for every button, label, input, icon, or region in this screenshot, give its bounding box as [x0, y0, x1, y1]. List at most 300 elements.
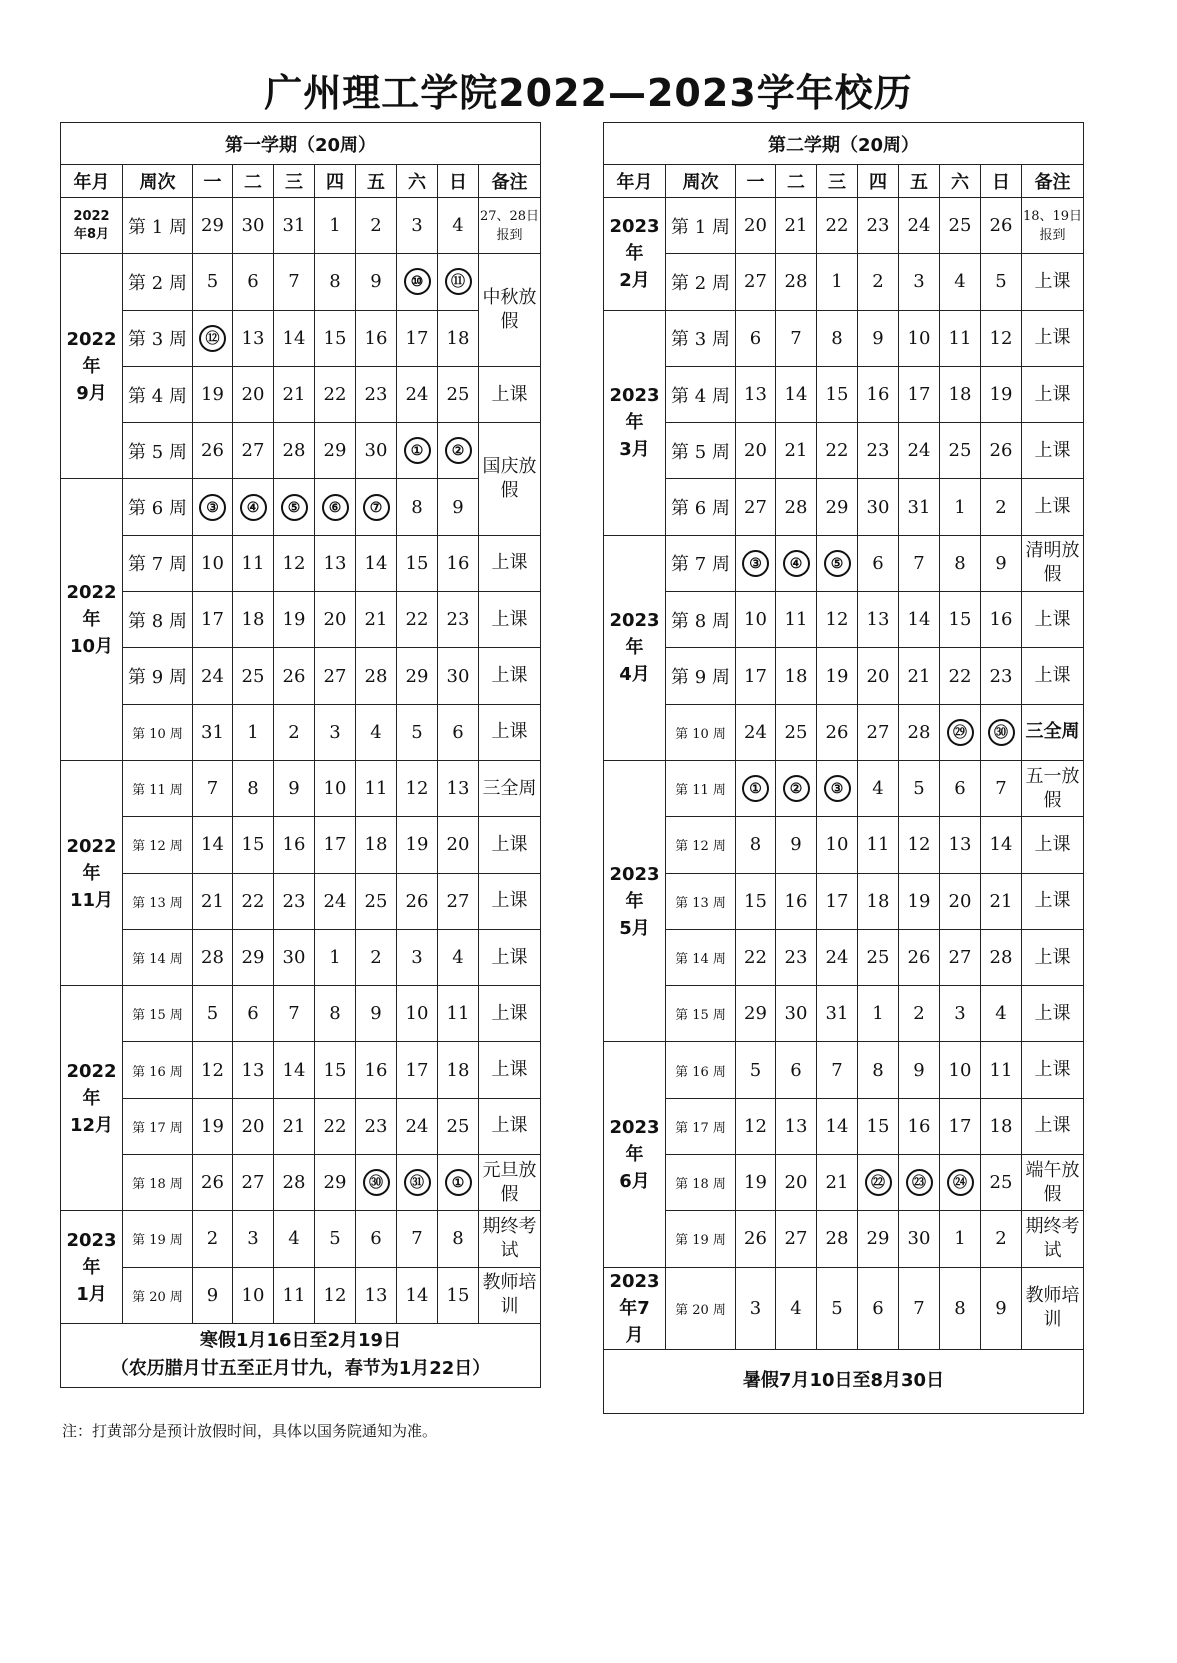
week-row — [61, 1155, 541, 1211]
holiday-marker: ㉓ — [906, 1169, 933, 1196]
week-row — [61, 592, 541, 648]
header-day-2: 二 — [233, 165, 274, 198]
week-label: 第 20 周 — [666, 1267, 736, 1349]
day-cell — [438, 1155, 479, 1211]
week-row — [61, 986, 541, 1042]
day-cell: 29 — [193, 198, 233, 254]
day-cell: 17 — [899, 366, 940, 422]
day-cell: 17 — [397, 1042, 438, 1098]
holiday-marker: ⑦ — [363, 494, 390, 521]
day-cell: 16 — [899, 1098, 940, 1154]
day-cell: 30 — [438, 648, 479, 704]
day-cell: 28 — [356, 648, 397, 704]
month-label: 2022 年 9月 — [61, 254, 123, 479]
day-cell: 7 — [274, 986, 315, 1042]
holiday-marker: ㉒ — [865, 1169, 892, 1196]
day-cell — [438, 423, 479, 479]
header-day-1: 一 — [193, 165, 233, 198]
header-day-5: 五 — [356, 165, 397, 198]
note-cell: 上课 — [1022, 479, 1084, 535]
day-cell: 26 — [981, 423, 1022, 479]
note-cell: 上课 — [1022, 873, 1084, 929]
day-cell: 6 — [858, 1267, 899, 1349]
note-cell: 27、28日报到 — [479, 198, 541, 254]
day-cell — [736, 535, 776, 591]
day-cell: 25 — [981, 1155, 1022, 1211]
day-cell: 15 — [858, 1098, 899, 1154]
day-cell: 24 — [315, 873, 356, 929]
day-cell: 27 — [233, 1155, 274, 1211]
day-cell: 27 — [736, 479, 776, 535]
day-cell: 18 — [438, 310, 479, 366]
month-label: 2022 年 10月 — [61, 479, 123, 760]
day-cell: 26 — [193, 423, 233, 479]
day-cell: 23 — [274, 873, 315, 929]
week-label: 第 12 周 — [666, 817, 736, 873]
semester-title-row — [61, 123, 541, 165]
day-cell — [940, 1155, 981, 1211]
month-label: 2022 年 11月 — [61, 760, 123, 985]
header-day-4: 四 — [315, 165, 356, 198]
vacation-info — [61, 1323, 541, 1387]
note-cell: 上课 — [1022, 929, 1084, 985]
day-cell: 8 — [940, 1267, 981, 1349]
header-month: 年月 — [604, 165, 666, 198]
day-cell: 18 — [940, 366, 981, 422]
day-cell: 7 — [776, 310, 817, 366]
day-cell: 4 — [858, 760, 899, 816]
day-cell — [736, 760, 776, 816]
day-cell: 26 — [981, 198, 1022, 254]
day-cell: 10 — [315, 760, 356, 816]
day-cell: 13 — [356, 1267, 397, 1323]
day-cell: 21 — [817, 1155, 858, 1211]
day-cell: 9 — [858, 310, 899, 366]
header-week: 周次 — [666, 165, 736, 198]
day-cell: 4 — [438, 929, 479, 985]
day-cell: 16 — [858, 366, 899, 422]
day-cell — [899, 1155, 940, 1211]
day-cell: 16 — [438, 535, 479, 591]
week-row — [61, 648, 541, 704]
header-day-3: 三 — [817, 165, 858, 198]
day-cell: 8 — [315, 254, 356, 310]
note-cell: 上课 — [1022, 1098, 1084, 1154]
day-cell: 28 — [274, 423, 315, 479]
note-cell: 三全周 — [1022, 704, 1084, 760]
day-cell: 16 — [776, 873, 817, 929]
day-cell: 8 — [438, 1211, 479, 1267]
holiday-marker: ③ — [199, 494, 226, 521]
day-cell: 17 — [193, 592, 233, 648]
day-cell: 11 — [981, 1042, 1022, 1098]
day-cell: 13 — [858, 592, 899, 648]
day-cell: 25 — [776, 704, 817, 760]
day-cell: 29 — [858, 1211, 899, 1267]
month-label: 2023 年 6月 — [604, 1042, 666, 1267]
day-cell — [817, 535, 858, 591]
day-cell: 20 — [438, 817, 479, 873]
day-cell: 15 — [233, 817, 274, 873]
day-cell: 2 — [356, 198, 397, 254]
day-cell: 25 — [940, 423, 981, 479]
day-cell — [274, 479, 315, 535]
day-cell: 6 — [438, 704, 479, 760]
day-cell: 31 — [899, 479, 940, 535]
day-cell: 14 — [274, 1042, 315, 1098]
day-cell: 2 — [193, 1211, 233, 1267]
day-cell: 23 — [776, 929, 817, 985]
day-cell: 31 — [193, 704, 233, 760]
week-label: 第 3 周 — [666, 310, 736, 366]
vacation-line: （农历腊月廿五至正月廿九，春节为1月22日） — [110, 1358, 491, 1380]
day-cell: 11 — [356, 760, 397, 816]
note-cell: 上课 — [479, 817, 541, 873]
week-row — [604, 592, 1084, 648]
day-cell: 20 — [315, 592, 356, 648]
week-label: 第 17 周 — [123, 1098, 193, 1154]
week-label: 第 5 周 — [666, 423, 736, 479]
day-cell: 10 — [397, 986, 438, 1042]
day-cell: 1 — [858, 986, 899, 1042]
note-cell: 清明放假 — [1022, 535, 1084, 591]
day-cell: 22 — [233, 873, 274, 929]
day-cell: 22 — [817, 423, 858, 479]
day-cell: 1 — [940, 1211, 981, 1267]
day-cell: 2 — [274, 704, 315, 760]
day-cell: 19 — [817, 648, 858, 704]
day-cell: 27 — [776, 1211, 817, 1267]
week-row — [61, 1211, 541, 1267]
day-cell: 19 — [193, 366, 233, 422]
day-cell: 18 — [356, 817, 397, 873]
week-row — [61, 310, 541, 366]
day-cell: 3 — [233, 1211, 274, 1267]
day-cell — [858, 1155, 899, 1211]
week-row — [61, 535, 541, 591]
day-cell: 1 — [940, 479, 981, 535]
day-cell: 29 — [315, 423, 356, 479]
week-label: 第 2 周 — [123, 254, 193, 310]
day-cell: 7 — [274, 254, 315, 310]
day-cell: 1 — [233, 704, 274, 760]
day-cell: 28 — [981, 929, 1022, 985]
week-label: 第 7 周 — [123, 535, 193, 591]
day-cell — [193, 310, 233, 366]
day-cell: 22 — [940, 648, 981, 704]
day-cell: 25 — [858, 929, 899, 985]
week-row — [604, 929, 1084, 985]
day-cell: 21 — [274, 366, 315, 422]
note-cell: 元旦放假 — [479, 1155, 541, 1211]
day-cell: 13 — [438, 760, 479, 816]
day-cell — [397, 423, 438, 479]
week-row — [61, 873, 541, 929]
semester-2-table — [603, 122, 1084, 1414]
week-label: 第 9 周 — [666, 648, 736, 704]
day-cell: 14 — [981, 817, 1022, 873]
note-cell: 上课 — [1022, 366, 1084, 422]
day-cell: 6 — [776, 1042, 817, 1098]
day-cell: 21 — [981, 873, 1022, 929]
day-cell: 19 — [274, 592, 315, 648]
day-cell: 23 — [858, 198, 899, 254]
week-row — [604, 817, 1084, 873]
day-cell: 5 — [397, 704, 438, 760]
header-month: 年月 — [61, 165, 123, 198]
day-cell: 5 — [981, 254, 1022, 310]
day-cell: 9 — [899, 1042, 940, 1098]
semester-title-row — [604, 123, 1084, 165]
week-label: 第 5 周 — [123, 423, 193, 479]
day-cell: 22 — [736, 929, 776, 985]
vacation-line: 暑假7月10日至8月30日 — [742, 1370, 945, 1392]
day-cell: 30 — [776, 986, 817, 1042]
day-cell: 30 — [233, 198, 274, 254]
day-cell: 13 — [233, 310, 274, 366]
day-cell: 7 — [899, 1267, 940, 1349]
day-cell: 11 — [274, 1267, 315, 1323]
note-cell: 上课 — [479, 535, 541, 591]
week-row — [604, 366, 1084, 422]
day-cell: 10 — [233, 1267, 274, 1323]
week-row — [61, 479, 541, 535]
week-label: 第 8 周 — [123, 592, 193, 648]
day-cell: 6 — [858, 535, 899, 591]
day-cell: 15 — [315, 310, 356, 366]
week-label: 第 2 周 — [666, 254, 736, 310]
note-cell: 五一放假 — [1022, 760, 1084, 816]
day-cell: 11 — [940, 310, 981, 366]
day-cell: 8 — [315, 986, 356, 1042]
holiday-marker: ① — [404, 437, 431, 464]
day-cell: 29 — [397, 648, 438, 704]
holiday-marker: ⑥ — [322, 494, 349, 521]
header-week: 周次 — [123, 165, 193, 198]
week-label: 第 13 周 — [666, 873, 736, 929]
note-cell: 国庆放假 — [479, 423, 541, 536]
day-cell: 16 — [356, 1042, 397, 1098]
week-label: 第 9 周 — [123, 648, 193, 704]
day-cell: 21 — [776, 423, 817, 479]
day-cell: 28 — [776, 479, 817, 535]
day-cell: 22 — [315, 1098, 356, 1154]
day-cell: 31 — [817, 986, 858, 1042]
month-label: 2023 年 4月 — [604, 535, 666, 760]
holiday-marker: ② — [445, 437, 472, 464]
day-cell: 23 — [356, 366, 397, 422]
day-cell: 15 — [438, 1267, 479, 1323]
day-cell: 26 — [193, 1155, 233, 1211]
day-cell: 22 — [397, 592, 438, 648]
day-cell: 4 — [981, 986, 1022, 1042]
month-label: 2022 年8月 — [61, 198, 123, 254]
day-cell: 6 — [736, 310, 776, 366]
day-cell: 20 — [940, 873, 981, 929]
day-cell: 11 — [438, 986, 479, 1042]
holiday-marker: ④ — [783, 550, 810, 577]
day-cell: 14 — [899, 592, 940, 648]
day-cell: 7 — [899, 535, 940, 591]
semester-title: 第二学期（20周） — [604, 123, 1084, 165]
day-cell: 9 — [274, 760, 315, 816]
day-cell — [356, 479, 397, 535]
day-cell: 20 — [858, 648, 899, 704]
day-cell: 30 — [899, 1211, 940, 1267]
header-day-7: 日 — [438, 165, 479, 198]
day-cell: 21 — [193, 873, 233, 929]
day-cell: 23 — [981, 648, 1022, 704]
week-label: 第 20 周 — [123, 1267, 193, 1323]
day-cell: 18 — [981, 1098, 1022, 1154]
day-cell: 3 — [397, 198, 438, 254]
day-cell: 9 — [438, 479, 479, 535]
week-row — [61, 254, 541, 310]
header-day-2: 二 — [776, 165, 817, 198]
week-row — [61, 704, 541, 760]
day-cell: 12 — [899, 817, 940, 873]
vacation-line: 寒假1月16日至2月19日 — [199, 1330, 402, 1352]
day-cell: 17 — [817, 873, 858, 929]
week-label: 第 17 周 — [666, 1098, 736, 1154]
week-row — [604, 760, 1084, 816]
day-cell: 10 — [193, 535, 233, 591]
day-cell: 24 — [397, 366, 438, 422]
note-cell: 上课 — [1022, 986, 1084, 1042]
note-cell: 上课 — [479, 1042, 541, 1098]
day-cell: 12 — [274, 535, 315, 591]
day-cell: 13 — [776, 1098, 817, 1154]
month-label: 2023 年 5月 — [604, 760, 666, 1041]
day-cell: 21 — [776, 198, 817, 254]
day-cell: 28 — [776, 254, 817, 310]
month-label: 2022 年 12月 — [61, 986, 123, 1211]
day-cell: 13 — [940, 817, 981, 873]
week-row — [604, 423, 1084, 479]
day-cell: 19 — [981, 366, 1022, 422]
week-row — [604, 648, 1084, 704]
day-cell: 1 — [817, 254, 858, 310]
day-cell: 17 — [736, 648, 776, 704]
day-cell: 16 — [274, 817, 315, 873]
note-cell: 上课 — [1022, 592, 1084, 648]
week-row — [604, 535, 1084, 591]
day-cell: 18 — [233, 592, 274, 648]
day-cell: 15 — [397, 535, 438, 591]
week-row — [604, 704, 1084, 760]
holiday-marker: ⑤ — [281, 494, 308, 521]
day-cell: 28 — [899, 704, 940, 760]
day-cell: 25 — [233, 648, 274, 704]
day-cell — [776, 760, 817, 816]
day-cell: 31 — [274, 198, 315, 254]
day-cell: 4 — [438, 198, 479, 254]
day-cell: 7 — [981, 760, 1022, 816]
note-cell: 上课 — [479, 704, 541, 760]
week-row — [604, 1211, 1084, 1267]
day-cell: 4 — [274, 1211, 315, 1267]
day-cell: 12 — [397, 760, 438, 816]
day-cell: 8 — [397, 479, 438, 535]
week-row — [61, 929, 541, 985]
week-label: 第 7 周 — [666, 535, 736, 591]
day-cell: 24 — [899, 423, 940, 479]
week-label: 第 6 周 — [666, 479, 736, 535]
day-cell: 26 — [736, 1211, 776, 1267]
note-cell: 期终考试 — [479, 1211, 541, 1267]
day-cell: 5 — [817, 1267, 858, 1349]
holiday-marker: ㉔ — [947, 1169, 974, 1196]
day-cell: 3 — [397, 929, 438, 985]
day-cell: 23 — [858, 423, 899, 479]
holiday-marker: ⑤ — [824, 550, 851, 577]
day-cell: 3 — [736, 1267, 776, 1349]
week-row — [61, 1267, 541, 1323]
day-cell: 29 — [315, 1155, 356, 1211]
week-label: 第 6 周 — [123, 479, 193, 535]
week-row — [61, 817, 541, 873]
week-label: 第 11 周 — [123, 760, 193, 816]
week-row — [604, 986, 1084, 1042]
day-cell: 27 — [940, 929, 981, 985]
week-label: 第 1 周 — [666, 198, 736, 254]
note-cell: 上课 — [479, 1098, 541, 1154]
holiday-marker: ⑫ — [199, 325, 226, 352]
header-day-7: 日 — [981, 165, 1022, 198]
week-label: 第 3 周 — [123, 310, 193, 366]
day-cell: 10 — [736, 592, 776, 648]
note-cell: 上课 — [1022, 423, 1084, 479]
day-cell: 23 — [438, 592, 479, 648]
holiday-marker: ㉚ — [363, 1169, 390, 1196]
header-day-6: 六 — [940, 165, 981, 198]
week-label: 第 18 周 — [666, 1155, 736, 1211]
note-cell: 18、19日报到 — [1022, 198, 1084, 254]
header-day-5: 五 — [899, 165, 940, 198]
day-cell: 5 — [193, 254, 233, 310]
note-cell: 上课 — [479, 648, 541, 704]
day-cell: 19 — [899, 873, 940, 929]
day-cell: 29 — [233, 929, 274, 985]
month-label: 2023 年7 月 — [604, 1267, 666, 1349]
day-cell: 12 — [193, 1042, 233, 1098]
day-cell: 5 — [315, 1211, 356, 1267]
day-cell: 30 — [356, 423, 397, 479]
day-cell: 10 — [940, 1042, 981, 1098]
day-cell: 8 — [736, 817, 776, 873]
week-label: 第 15 周 — [123, 986, 193, 1042]
header-day-1: 一 — [736, 165, 776, 198]
day-cell: 14 — [274, 310, 315, 366]
header-note: 备注 — [479, 165, 541, 198]
day-cell: 12 — [736, 1098, 776, 1154]
week-label: 第 10 周 — [123, 704, 193, 760]
day-cell: 17 — [397, 310, 438, 366]
day-cell: 4 — [356, 704, 397, 760]
week-row — [604, 1155, 1084, 1211]
week-label: 第 19 周 — [123, 1211, 193, 1267]
day-cell: 7 — [193, 760, 233, 816]
day-cell: 9 — [981, 1267, 1022, 1349]
day-cell: 10 — [817, 817, 858, 873]
week-row — [61, 423, 541, 479]
day-cell: 1 — [315, 198, 356, 254]
day-cell: 2 — [899, 986, 940, 1042]
day-cell: 15 — [940, 592, 981, 648]
day-cell — [356, 1155, 397, 1211]
day-cell — [397, 254, 438, 310]
footer-row — [61, 1323, 541, 1387]
